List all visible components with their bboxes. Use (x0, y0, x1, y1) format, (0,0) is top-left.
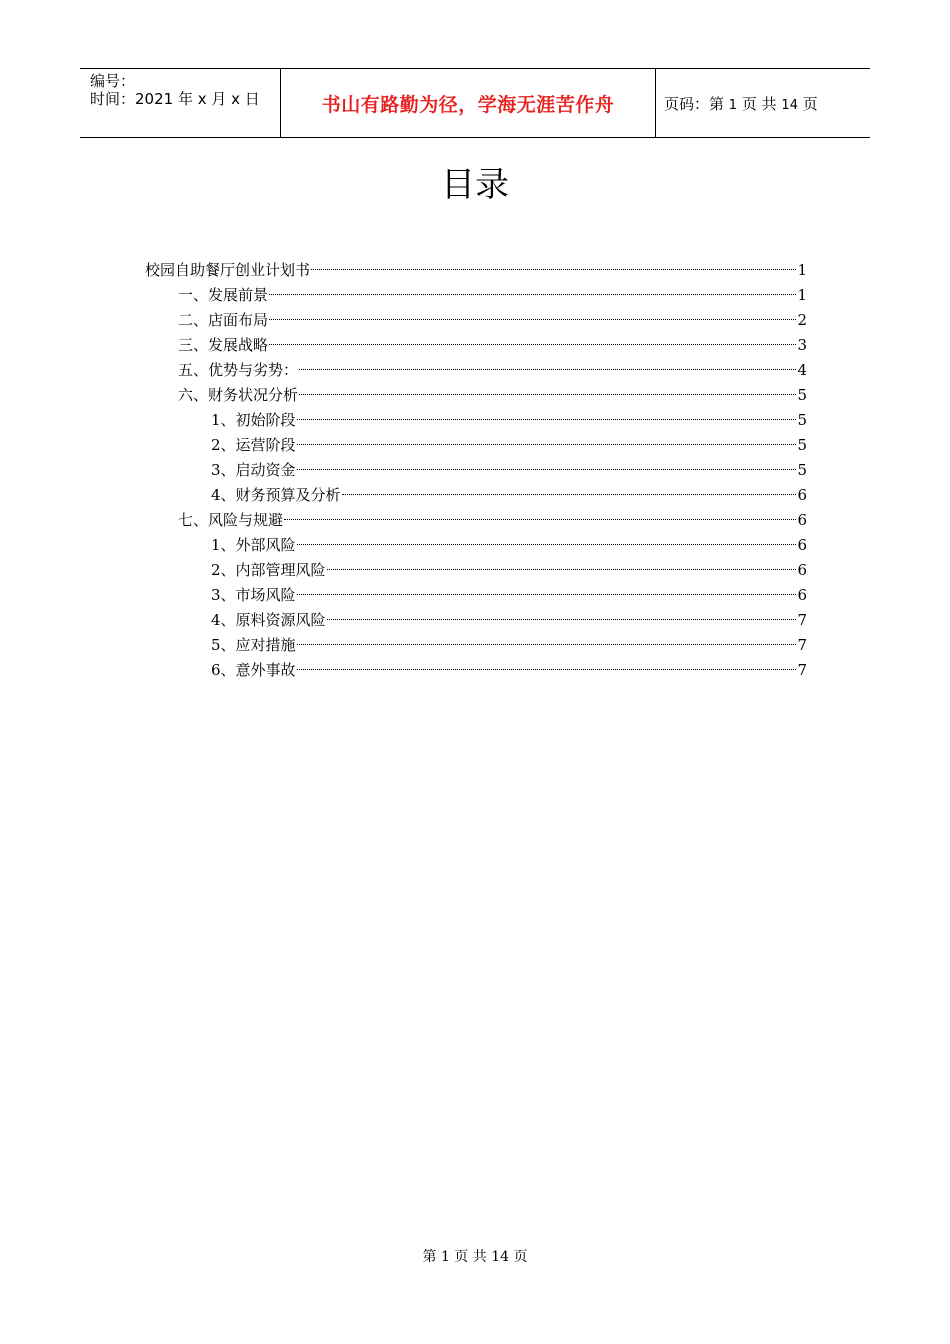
toc-entry-text: 2、运营阶段 (211, 436, 296, 454)
toc-entry-page: 5 (797, 386, 807, 404)
toc-entry-text: 3、市场风险 (211, 586, 296, 604)
toc-entry-text: 一、发展前景 (178, 286, 269, 304)
toc-dot-leader (297, 419, 797, 420)
toc-entry[interactable] (145, 283, 807, 308)
toc-entry[interactable] (145, 308, 807, 333)
toc-entry-page: 1 (797, 261, 807, 279)
toc-dot-leader (327, 619, 797, 620)
toc-dot-leader (269, 344, 796, 345)
toc-entry[interactable] (145, 333, 807, 358)
toc-dot-leader (327, 569, 797, 570)
toc-entry-page: 4 (797, 361, 807, 379)
toc-entry-page: 3 (797, 336, 807, 354)
toc-entry-text: 4、财务预算及分析 (211, 486, 341, 504)
toc-dot-leader (299, 369, 796, 370)
toc-entry-text: 校园自助餐厅创业计划书 (145, 261, 311, 279)
pager-current: 1 (728, 97, 738, 113)
toc-entry-page: 6 (797, 486, 807, 504)
toc-entry-page: 5 (797, 436, 807, 454)
toc-entry[interactable] (145, 658, 807, 683)
toc-dot-leader (269, 294, 796, 295)
toc-entry-page: 7 (797, 661, 807, 679)
toc-entry[interactable] (145, 533, 807, 558)
toc-dot-leader (297, 644, 797, 645)
toc-entry[interactable] (145, 408, 807, 433)
toc-entry[interactable] (145, 633, 807, 658)
toc-dot-leader (311, 269, 796, 270)
page-footer: 第 1 页 共 14 页 (422, 1249, 528, 1265)
toc-entry[interactable] (145, 383, 807, 408)
toc-entry[interactable] (145, 433, 807, 458)
toc-entry-text: 1、外部风险 (211, 536, 296, 554)
toc-entry[interactable] (145, 258, 807, 283)
document-header (80, 68, 870, 138)
toc-entry-text: 七、风险与规避 (178, 511, 284, 529)
toc-entry-text: 五、优势与劣势： (178, 361, 299, 379)
pager-suffix: 页 (802, 94, 818, 113)
toc-dot-leader (297, 669, 797, 670)
header-motto-cell (280, 69, 656, 137)
header-pager-cell (656, 69, 870, 137)
toc-entry-text: 二、店面布局 (178, 311, 269, 329)
toc-entry-text: 4、原料资源风险 (211, 611, 326, 629)
toc-entry[interactable] (145, 608, 807, 633)
toc-entry-text: 3、启动资金 (211, 461, 296, 479)
pager-prefix: 页码：第 (664, 94, 725, 113)
toc-entry-text: 6、意外事故 (211, 661, 296, 679)
toc-dot-leader (297, 544, 797, 545)
toc-entry-page: 7 (797, 636, 807, 654)
toc-entry-page: 6 (797, 561, 807, 579)
toc-dot-leader (299, 394, 796, 395)
toc-entry[interactable] (145, 583, 807, 608)
toc-entry-page: 6 (797, 586, 807, 604)
toc-entry-page: 6 (797, 511, 807, 529)
toc-entry-text: 1、初始阶段 (211, 411, 296, 429)
toc-dot-leader (269, 319, 796, 320)
toc-entry-page: 7 (797, 611, 807, 629)
toc-entry[interactable] (145, 458, 807, 483)
pager-total: 14 (781, 97, 798, 113)
motto-text: 书山有路勤为径，学海无涯苦作舟 (321, 93, 615, 116)
toc-entry[interactable] (145, 558, 807, 583)
toc-dot-leader (297, 469, 797, 470)
toc-entry-text: 三、发展战略 (178, 336, 269, 354)
toc-entry-page: 5 (797, 411, 807, 429)
toc-entry-page: 5 (797, 461, 807, 479)
toc-entry-page: 1 (797, 286, 807, 304)
toc-entry[interactable] (145, 483, 807, 508)
toc-entry[interactable] (145, 508, 807, 533)
toc-dot-leader (342, 494, 797, 495)
toc-entry-text: 六、财务状况分析 (178, 386, 299, 404)
serial-label: 编号： (90, 72, 136, 90)
toc-entry[interactable] (145, 358, 807, 383)
toc-entry-text: 2、内部管理风险 (211, 561, 326, 579)
toc-dot-leader (297, 444, 797, 445)
toc-entry-page: 6 (797, 536, 807, 554)
toc-entry-page: 2 (797, 311, 807, 329)
table-of-contents (145, 258, 807, 683)
toc-entry-text: 5、应对措施 (211, 636, 296, 654)
header-pager (664, 93, 818, 114)
date-line: 时间：2021 年 x 月 x 日 (90, 90, 260, 108)
toc-dot-leader (297, 594, 797, 595)
header-left-cell (80, 69, 280, 137)
toc-dot-leader (284, 519, 796, 520)
toc-title: 目录 (441, 165, 509, 205)
pager-mid: 页 共 (741, 94, 777, 113)
